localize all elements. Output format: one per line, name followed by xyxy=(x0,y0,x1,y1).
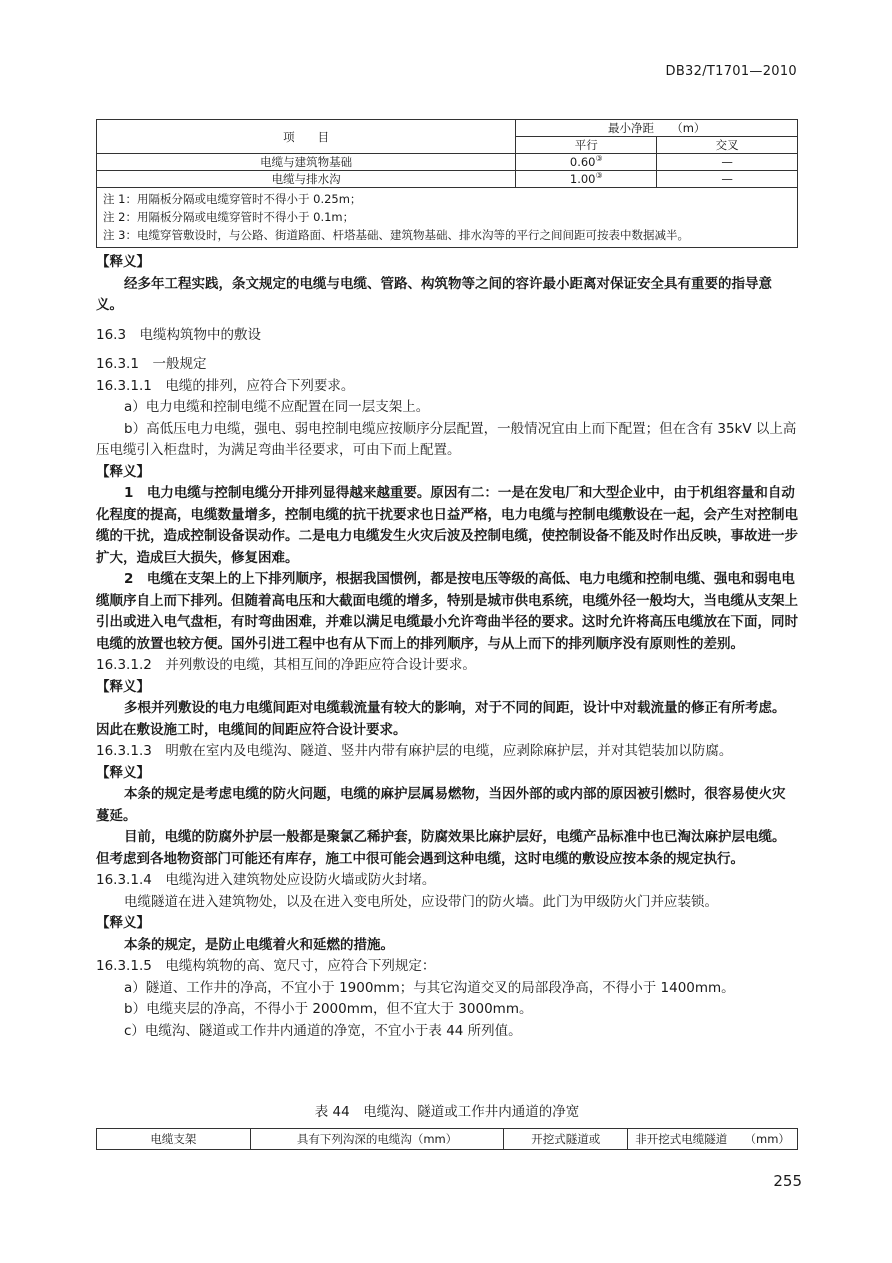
row-item: 电缆与排水沟 xyxy=(97,171,516,188)
row-parallel: 1.00③ xyxy=(516,171,657,188)
body-text xyxy=(96,252,798,1042)
passage-width-table xyxy=(96,1128,798,1150)
page-header-code: DB32/T1701—2010 xyxy=(665,64,797,79)
col-trenchless-tunnel: 非开挖式电缆隧道 （mm） xyxy=(628,1129,798,1150)
subsection-heading: 16.3.1 一般规定 xyxy=(96,356,207,372)
col-trench-depth: 具有下列沟深的电缆沟（mm） xyxy=(250,1129,504,1150)
clause-16-3-1-2: 16.3.1.2 并列敷设的电缆，其相互间的净距应符合设计要求。 xyxy=(96,657,476,673)
clause-16-3-1-4: 16.3.1.4 电缆沟进入建筑物处应设防火墙或防火封堵。 xyxy=(96,872,436,888)
row-cross: — xyxy=(657,154,798,171)
clause-item-a: a）电力电缆和控制电缆不应配置在同一层支架上。 xyxy=(124,399,430,415)
explanation-paragraph: 多根并列敷设的电力电缆间距对电缆载流量有较大的影响，对于不同的间距，设计中对载流量的修正有所考虑。因此在敷设施工时，电缆间的间距应符合设计要求。 xyxy=(96,700,786,738)
explanation-paragraph: 本条的规定是考虑电缆的防火问题，电缆的麻护层属易燃物，当因外部的或内部的原因被引燃时，很容易使火灾蔓延。 xyxy=(96,786,786,824)
row-parallel: 0.60③ xyxy=(516,154,657,171)
clause-16-3-1-3: 16.3.1.3 明敷在室内及电缆沟、隧道、竖井内带有麻护层的电缆，应剥除麻护层，并对其铠装加以防腐。 xyxy=(96,743,733,759)
explanation-heading: 【释义】 xyxy=(96,764,150,781)
row-cross: — xyxy=(657,171,798,188)
clause-16-3-1-1: 16.3.1.1 电缆的排列，应符合下列要求。 xyxy=(96,377,355,394)
table-caption: 表 44 电缆沟、隧道或工作井内通道的净宽 xyxy=(314,1104,580,1120)
col-open-cut-tunnel: 开挖式隧道或 xyxy=(504,1129,628,1150)
clause-item-c: c）电缆沟、隧道或工作井内通道的净宽，不宜小于表 44 所列值。 xyxy=(124,1022,522,1039)
clause-item-b: b）高低压电力电缆，强电、弱电控制电缆应按顺序分层配置，一般情况宜由上而下配置；但在含有 35kV 以上高压电缆引入柜盘时，为满足弯曲半径要求，可由下而上配置。 xyxy=(96,420,797,458)
col-min-clearance-header: 最小净距 （m） xyxy=(516,120,798,137)
explanation-paragraph: 2 电缆在支架上的上下排列顺序，根据我国惯例，都是按电压等级的高低、电力电缆和控制电缆、强电和弱电电缆顺序自上而下排列。但随着高电压和大截面电缆的增多，特别是城市供电系统，电缆外径一般均大，当电缆从支架上引出或进入电气盘柜，有时弯曲困难，并难以满足电缆最小允许弯曲半径的要求。这时允许将高压电缆放在下面，同时电缆的放置也较方便。国外引进工程中也有从下而上的排列顺序，与从上而下的排列顺序没有原则性的差别。 xyxy=(96,571,798,652)
explanation-heading: 【释义】 xyxy=(96,254,150,270)
col-cable-bracket: 电缆支架 xyxy=(97,1129,251,1150)
explanation-heading: 【释义】 xyxy=(96,678,150,695)
col-item-header: 项 目 xyxy=(97,120,516,154)
clause-16-3-1-4-continued: 电缆隧道在进入建筑物处，以及在进入变电所处，应设带门的防火墙。此门为甲级防火门并应装锁。 xyxy=(124,893,718,910)
table-note-2: 注 2：用隔板分隔或电缆穿管时不得小于 0.1m； xyxy=(103,210,355,224)
table-notes xyxy=(97,188,798,248)
clause-16-3-1-5: 16.3.1.5 电缆构筑物的高、宽尺寸，应符合下列规定： xyxy=(96,958,436,974)
explanation-heading: 【释义】 xyxy=(96,463,150,480)
col-parallel-header: 平行 xyxy=(516,137,657,154)
explanation-paragraph: 经多年工程实践，条文规定的电缆与电缆、管路、构筑物等之间的容许最小距离对保证安全具有重要的指导意义。 xyxy=(96,275,772,313)
table-note-1: 注 1：用隔板分隔或电缆穿管时不得小于 0.25m； xyxy=(103,192,362,206)
explanation-paragraph: 本条的规定，是防止电缆着火和延燃的措施。 xyxy=(124,936,394,953)
explanation-paragraph: 目前，电缆的防腐外护层一般都是聚氯乙稀护套，防腐效果比麻护层好，电缆产品标准中也已淘汰麻护层电缆。但考虑到各地物资部门可能还有库存，施工中很可能会遇到这种电缆，这时电缆的敷设应按本条的规定执行。 xyxy=(96,829,786,867)
col-cross-header: 交叉 xyxy=(657,137,798,154)
page-number: 255 xyxy=(773,1172,802,1190)
table-note-3: 注 3：电缆穿管敷设时，与公路、街道路面、杆塔基础、建筑物基础、排水沟等的平行之间间距可按表中数据减半。 xyxy=(103,228,689,242)
clause-item-a: a）隧道、工作井的净高，不宜小于 1900mm；与其它沟道交叉的局部段净高，不得小于 1400mm。 xyxy=(124,979,735,996)
explanation-paragraph: 1 电力电缆与控制电缆分开排列显得越来越重要。原因有二：一是在发电厂和大型企业中，由于机组容量和自动化程度的提高，电缆数量增多，控制电缆的抗干扰要求也日益严格，电力电缆与控制电缆敷设在一起，会产生对控制电缆的干扰，造成控制设备误动作。二是电力电缆发生火灾后波及控制电缆，使控制设备不能及时作出反映，事故进一步扩大，造成巨大损失，修复困难。 xyxy=(96,485,798,566)
table-row xyxy=(97,171,798,188)
explanation-heading: 【释义】 xyxy=(96,915,150,931)
row-item: 电缆与建筑物基础 xyxy=(97,154,516,171)
table-row xyxy=(97,154,798,171)
clearance-table xyxy=(96,119,798,248)
section-heading: 16.3 电缆构筑物中的敷设 xyxy=(96,326,262,343)
clause-item-b: b）电缆夹层的净高，不得小于 2000mm，但不宜大于 3000mm。 xyxy=(124,1001,533,1017)
